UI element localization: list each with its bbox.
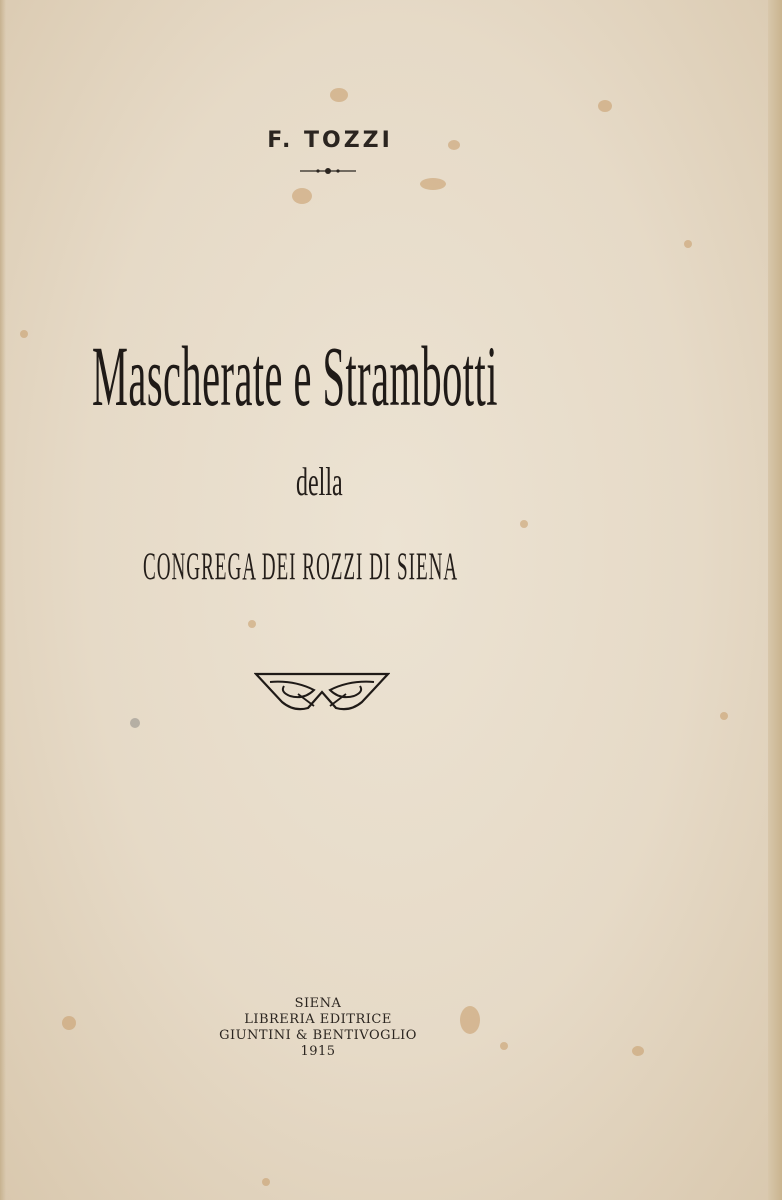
book-title: Mascherate e Strambotti [92, 328, 498, 424]
title-connector: della [296, 459, 343, 504]
decorative-ornament [254, 670, 390, 714]
foxing-spot [262, 1178, 270, 1186]
author-name: F. TOZZI [267, 128, 393, 153]
author-ornament [298, 165, 358, 177]
foxing-spot [720, 712, 728, 720]
imprint [0, 996, 636, 1060]
foxing-spot [420, 178, 446, 190]
book-subtitle: CONGREGA DEI ROZZI DI SIENA [143, 545, 459, 588]
foxing-spot [330, 88, 348, 102]
foxing-spot [20, 330, 28, 338]
imprint-publisher-names: GIUNTINI & BENTIVOGLIO [219, 1028, 417, 1043]
foxing-spot [130, 718, 140, 728]
imprint-city: SIENA [294, 996, 342, 1011]
foxing-spot [598, 100, 612, 112]
foxing-spot [248, 620, 256, 628]
foxing-spot [292, 188, 312, 204]
foxing-spot [520, 520, 528, 528]
imprint-year: 1915 [300, 1044, 336, 1059]
imprint-publisher: LIBRERIA EDITRICE [244, 1012, 392, 1027]
foxing-spot [684, 240, 692, 248]
page-edge-right [768, 0, 782, 1200]
